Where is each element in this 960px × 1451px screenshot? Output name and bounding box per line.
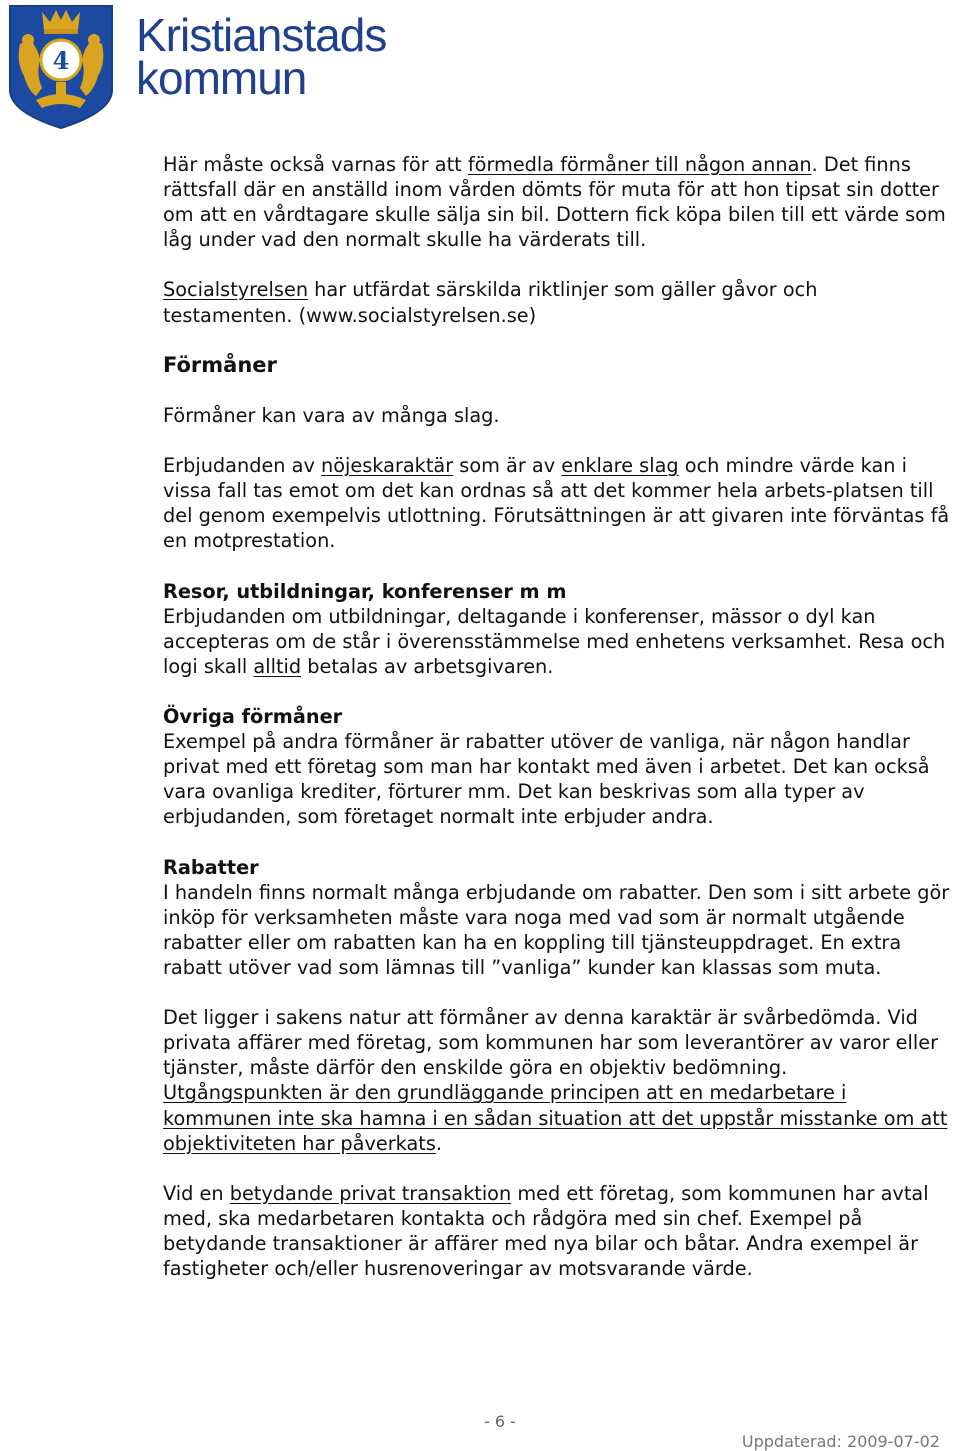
heading-formaner: Förmåner xyxy=(163,352,277,377)
paragraph-objective-text-2: . xyxy=(435,1131,443,1155)
section-resor xyxy=(163,579,953,679)
section-ovriga-text: Exempel på andra förmåner är rabatter utöver de vanliga, när någon handlar privat med ett företag som man har kontakt med även i arbetet. Det kan också vara ovanliga krediter, förturer mm. Det kan beskrivas som alla typer av erbjudanden, som företaget normalt inte erbjuder andra. xyxy=(163,730,930,829)
paragraph-socialstyrelsen xyxy=(163,277,953,327)
paragraph-transaction-text-1: Vid en xyxy=(163,1181,230,1205)
logo-line-2: kommun xyxy=(136,52,307,104)
municipality-logo-text xyxy=(136,9,387,104)
underlined-principle: Utgångspunkten är den grundläggande principen att en medarbetare i kommunen inte ska hamna i en sådan situation att det uppstår misstanke om att objektiviteten har påverkats xyxy=(163,1081,948,1155)
socialstyrelsen-term: Socialstyrelsen xyxy=(163,278,309,302)
page-number: - 6 - xyxy=(484,1412,516,1431)
municipality-coat-of-arms-icon xyxy=(6,4,116,130)
underlined-alltid: alltid xyxy=(253,654,302,678)
section-resor-title: Resor, utbildningar, konferenser m m xyxy=(163,579,567,603)
paragraph-socialstyrelsen-text: har utfärdat särskilda riktlinjer som gäller gåvor och testamenten. (www.socialstyrelsen.se) xyxy=(163,278,818,327)
paragraph-intro-text-1: Här måste också varnas för att xyxy=(163,153,468,176)
paragraph-offers xyxy=(163,453,953,553)
underlined-betydande-transaktion: betydande privat transaktion xyxy=(229,1181,512,1205)
paragraph-intro xyxy=(163,152,953,252)
underlined-phrase: förmedla förmåner till någon annan xyxy=(467,153,812,176)
paragraph-offers-text-2: som är av xyxy=(453,454,562,478)
section-rabatter-title: Rabatter xyxy=(163,855,259,879)
paragraph-objective-assessment xyxy=(163,1005,953,1156)
svg-text:4: 4 xyxy=(52,46,70,75)
section-ovriga xyxy=(163,704,953,829)
paragraph-private-transaction xyxy=(163,1181,953,1281)
paragraph-many-kinds: Förmåner kan vara av många slag. xyxy=(163,403,500,427)
section-resor-text-2: betalas av arbetsgivaren. xyxy=(301,654,554,678)
document-body xyxy=(163,152,953,1306)
section-ovriga-title: Övriga förmåner xyxy=(163,705,343,729)
underlined-nojeskaraktar: nöjeskaraktär xyxy=(321,454,454,478)
paragraph-offers-text-1: Erbjudanden av xyxy=(163,454,322,478)
paragraph-objective-text-1: Det ligger i sakens natur att förmåner av denna karaktär är svårbedömda. Vid privata affärer med företag, som kommunen har som leverantörer av varor eller tjänster, måste därför den enskilde göra en objektiv bedömning. xyxy=(163,1006,939,1080)
paragraph-intro-text-2: . Det finns rättsfall där en anställd inom vården dömts för muta för att hon tipsat sin dotter om att en vårdtagare skulle sälja sin bil. Dottern fick köpa bilen till ett värde som låg under vad den normalt skulle ha värderats till. xyxy=(163,153,946,252)
section-rabatter-text: I handeln finns normalt många erbjudande om rabatter. Den som i sitt arbete gör inköp för verksamheten måste vara noga med vad som är normalt utgående rabatter eller om rabatten kan ha en koppling till tjänsteuppdraget. En extra rabatt utöver vad som lämnas till ”vanliga” kunder kan klassas som muta. xyxy=(163,880,950,979)
paragraph-transaction-text-2: med ett företag, som kommunen har avtal med, ska medarbetaren kontakta och rådgöra med sin chef. Exempel på betydande transaktioner är affärer med nya bilar och båtar. Andra exempel är fastigheter och/eller husrenoveringar av motsvarande värde. xyxy=(163,1181,929,1281)
section-resor-text-1: Erbjudanden om utbildningar, deltagande i konferenser, mässor o dyl kan accepteras om de står i överensstämmelse med enhetens verksamhet. Resa och logi skall xyxy=(163,604,946,678)
paragraph-offers-text-3: och mindre värde kan i vissa fall tas emot om det kan ordnas så att det kommer hela arbets-platsen till del genom exempelvis utlottning. Förutsättningen är att givaren inte förväntas få en motprestation. xyxy=(163,454,950,553)
logo-line-1: Kristianstads xyxy=(136,9,387,61)
underlined-enklare-slag: enklare slag xyxy=(561,454,679,478)
section-rabatter xyxy=(163,855,953,980)
updated-date: Uppdaterad: 2009-07-02 xyxy=(741,1432,940,1451)
